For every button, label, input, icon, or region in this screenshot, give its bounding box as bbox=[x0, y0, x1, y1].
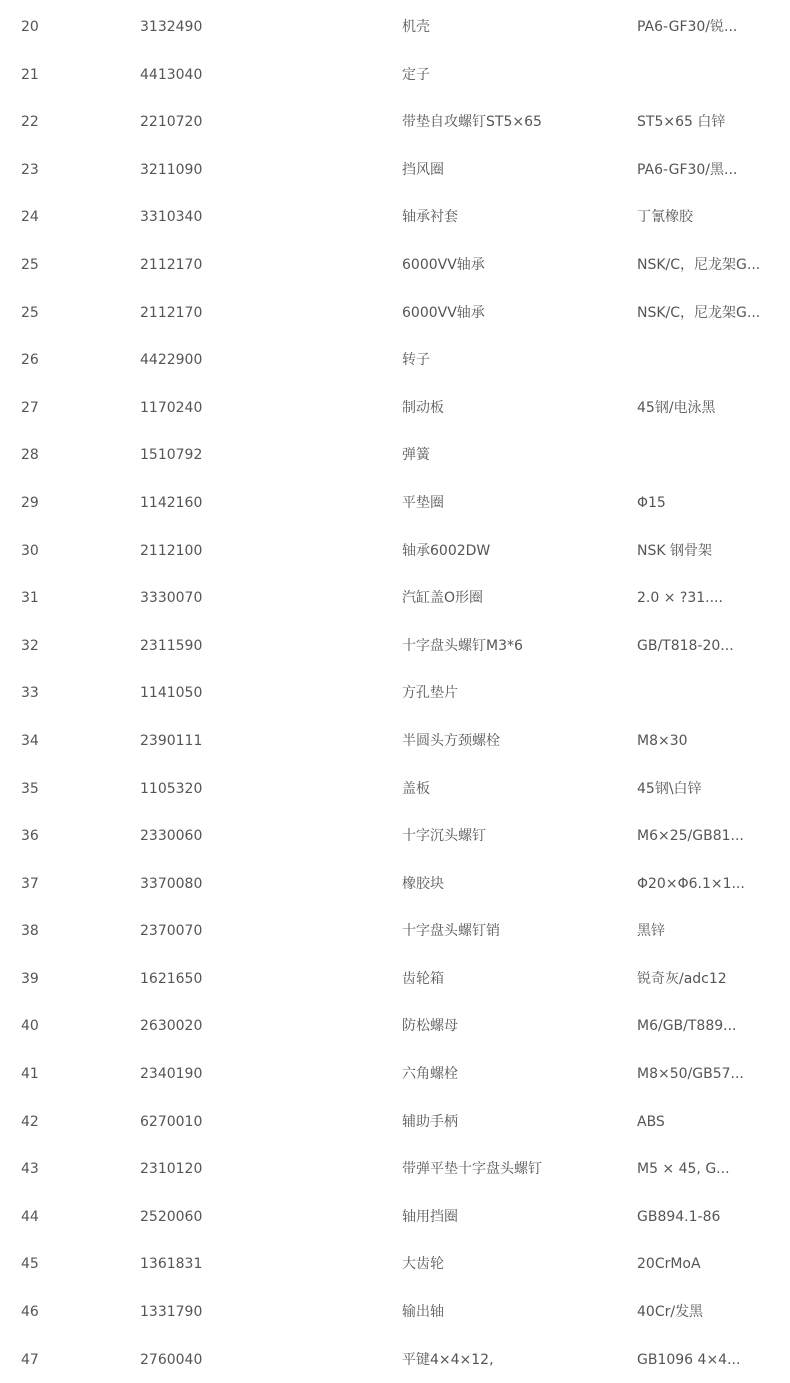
part-code: 2311590 bbox=[140, 637, 203, 654]
table-row bbox=[0, 1288, 790, 1336]
table-row bbox=[0, 1002, 790, 1050]
table-row bbox=[0, 241, 790, 289]
part-spec: ST5×65 白锌 bbox=[637, 114, 726, 131]
part-code: 2520060 bbox=[140, 1208, 203, 1225]
part-code: 4413040 bbox=[140, 66, 203, 83]
part-code: 2630020 bbox=[140, 1018, 203, 1035]
part-spec: M5 × 45, G... bbox=[637, 1161, 730, 1178]
part-code: 1142160 bbox=[140, 494, 203, 511]
part-spec: NSK/C，尼龙架G... bbox=[637, 256, 761, 273]
row-number: 42 bbox=[21, 1113, 39, 1130]
part-name: 6000VV轴承 bbox=[402, 256, 485, 273]
row-number: 33 bbox=[21, 685, 39, 702]
part-name: 六角螺栓 bbox=[402, 1066, 458, 1083]
table-row bbox=[0, 384, 790, 432]
part-name: 齿轮箱 bbox=[402, 970, 444, 987]
row-number: 47 bbox=[21, 1351, 39, 1368]
row-number: 37 bbox=[21, 875, 39, 892]
part-name: 机壳 bbox=[402, 19, 430, 35]
row-number: 30 bbox=[21, 542, 39, 559]
part-name: 盖板 bbox=[402, 780, 430, 797]
part-name: 带弹平垫十字盘头螺钉 bbox=[402, 1161, 542, 1178]
table-row bbox=[0, 51, 790, 99]
part-code: 2370070 bbox=[140, 923, 203, 940]
part-spec: 锐奇灰/adc12 bbox=[637, 970, 727, 987]
table-row bbox=[0, 669, 790, 717]
part-code: 2112170 bbox=[140, 304, 203, 321]
part-code: 3132490 bbox=[140, 19, 203, 35]
table-row bbox=[0, 289, 790, 337]
table-row bbox=[0, 193, 790, 241]
table-row bbox=[0, 431, 790, 479]
row-number: 25 bbox=[21, 304, 39, 321]
part-name: 十字盘头螺钉销 bbox=[402, 923, 500, 940]
part-spec: 20CrMoA bbox=[637, 1256, 701, 1273]
part-spec: GB894.1-86 bbox=[637, 1208, 721, 1225]
part-spec: GB/T818-20... bbox=[637, 637, 734, 654]
part-code: 2112170 bbox=[140, 256, 203, 273]
row-number: 22 bbox=[21, 114, 39, 131]
part-code: 1141050 bbox=[140, 685, 203, 702]
table-row bbox=[0, 527, 790, 575]
part-spec: GB1096 4×4... bbox=[637, 1351, 741, 1368]
row-number: 40 bbox=[21, 1018, 39, 1035]
part-name: 挡风圈 bbox=[402, 161, 444, 178]
row-number: 20 bbox=[21, 19, 39, 35]
table-row bbox=[0, 1050, 790, 1098]
part-name: 大齿轮 bbox=[402, 1256, 444, 1273]
part-spec: 2.0 × ?31.... bbox=[637, 590, 723, 607]
part-spec: ABS bbox=[637, 1113, 665, 1130]
table-row bbox=[0, 479, 790, 527]
part-name: 轴承6002DW bbox=[402, 542, 491, 559]
row-number: 41 bbox=[21, 1066, 39, 1083]
part-spec: M6×25/GB81... bbox=[637, 828, 744, 845]
table-row bbox=[0, 1193, 790, 1241]
row-number: 24 bbox=[21, 209, 39, 226]
part-spec: Φ20×Φ6.1×1... bbox=[637, 875, 745, 892]
part-name: 轴承衬套 bbox=[402, 209, 458, 226]
table-row bbox=[0, 622, 790, 670]
row-number: 46 bbox=[21, 1304, 39, 1321]
table-row bbox=[0, 1145, 790, 1193]
row-number: 44 bbox=[21, 1208, 39, 1225]
row-number: 45 bbox=[21, 1256, 39, 1273]
table-row bbox=[0, 98, 790, 146]
row-number: 34 bbox=[21, 732, 39, 749]
row-number: 26 bbox=[21, 352, 39, 369]
part-name: 输出轴 bbox=[402, 1304, 444, 1321]
row-number: 38 bbox=[21, 923, 39, 940]
row-number: 32 bbox=[21, 637, 39, 654]
part-code: 3330070 bbox=[140, 590, 203, 607]
part-name: 定子 bbox=[402, 66, 430, 83]
part-code: 4422900 bbox=[140, 352, 203, 369]
part-spec: 45钢/电泳黑 bbox=[637, 399, 716, 416]
part-name: 制动板 bbox=[402, 399, 444, 416]
part-spec: PA6-GF30/黑... bbox=[637, 161, 738, 178]
part-code: 3370080 bbox=[140, 875, 203, 892]
part-name: 平键4×4×12, bbox=[402, 1351, 494, 1368]
part-name: 橡胶块 bbox=[402, 875, 444, 892]
part-name: 汽缸盖O形圈 bbox=[402, 590, 484, 607]
row-number: 36 bbox=[21, 828, 39, 845]
row-number: 25 bbox=[21, 256, 39, 273]
table-row bbox=[0, 907, 790, 955]
table-row bbox=[0, 717, 790, 765]
table-row bbox=[0, 1240, 790, 1288]
part-code: 3310340 bbox=[140, 209, 203, 226]
part-spec: Φ15 bbox=[637, 494, 666, 511]
part-code: 2112100 bbox=[140, 542, 203, 559]
part-code: 2390111 bbox=[140, 732, 203, 749]
part-name: 平垫圈 bbox=[402, 494, 444, 511]
part-name: 半圆头方颈螺栓 bbox=[402, 732, 500, 749]
table-row bbox=[0, 812, 790, 860]
part-name: 轴用挡圈 bbox=[402, 1208, 458, 1225]
part-spec: PA6-GF30/锐... bbox=[637, 19, 738, 35]
table-row bbox=[0, 1098, 790, 1146]
row-number: 21 bbox=[21, 66, 39, 83]
part-spec: M8×30 bbox=[637, 732, 688, 749]
part-spec: M6/GB/T889... bbox=[637, 1018, 737, 1035]
part-spec: 40Cr/发黑 bbox=[637, 1304, 704, 1321]
part-name: 带垫自攻螺钉ST5×65 bbox=[402, 114, 542, 131]
part-name: 方孔垫片 bbox=[402, 685, 458, 702]
part-code: 6270010 bbox=[140, 1113, 203, 1130]
part-spec: NSK/C，尼龙架G... bbox=[637, 304, 761, 321]
table-row bbox=[0, 765, 790, 813]
row-number: 23 bbox=[21, 161, 39, 178]
table-row bbox=[0, 1336, 790, 1383]
part-code: 3211090 bbox=[140, 161, 203, 178]
part-code: 2340190 bbox=[140, 1066, 203, 1083]
part-code: 1170240 bbox=[140, 399, 203, 416]
row-number: 31 bbox=[21, 590, 39, 607]
part-code: 2210720 bbox=[140, 114, 203, 131]
part-name: 辅助手柄 bbox=[402, 1113, 458, 1130]
table-row bbox=[0, 146, 790, 194]
table-row bbox=[0, 955, 790, 1003]
part-code: 1105320 bbox=[140, 780, 203, 797]
table-row bbox=[0, 574, 790, 622]
part-code: 1361831 bbox=[140, 1256, 203, 1273]
part-spec: 黑锌 bbox=[637, 923, 665, 940]
parts-table bbox=[0, 3, 790, 1383]
part-code: 2330060 bbox=[140, 828, 203, 845]
table-row bbox=[0, 860, 790, 908]
row-number: 27 bbox=[21, 399, 39, 416]
part-name: 防松螺母 bbox=[402, 1018, 458, 1035]
part-name: 十字盘头螺钉M3*6 bbox=[402, 637, 523, 654]
table-row bbox=[0, 3, 790, 51]
part-code: 2760040 bbox=[140, 1351, 203, 1368]
row-number: 39 bbox=[21, 970, 39, 987]
part-name: 弹簧 bbox=[402, 447, 430, 464]
part-code: 1510792 bbox=[140, 447, 203, 464]
part-code: 2310120 bbox=[140, 1161, 203, 1178]
row-number: 43 bbox=[21, 1161, 39, 1178]
part-spec: 丁氰橡胶 bbox=[637, 209, 693, 226]
row-number: 35 bbox=[21, 780, 39, 797]
row-number: 28 bbox=[21, 447, 39, 464]
table-row bbox=[0, 336, 790, 384]
part-name: 6000VV轴承 bbox=[402, 304, 485, 321]
part-spec: 45钢\白锌 bbox=[637, 780, 702, 797]
part-name: 转子 bbox=[402, 352, 430, 369]
part-spec: M8×50/GB57... bbox=[637, 1066, 744, 1083]
part-code: 1621650 bbox=[140, 970, 203, 987]
row-number: 29 bbox=[21, 494, 39, 511]
part-name: 十字沉头螺钉 bbox=[402, 828, 486, 845]
part-spec: NSK 钢骨架 bbox=[637, 542, 712, 559]
part-code: 1331790 bbox=[140, 1304, 203, 1321]
